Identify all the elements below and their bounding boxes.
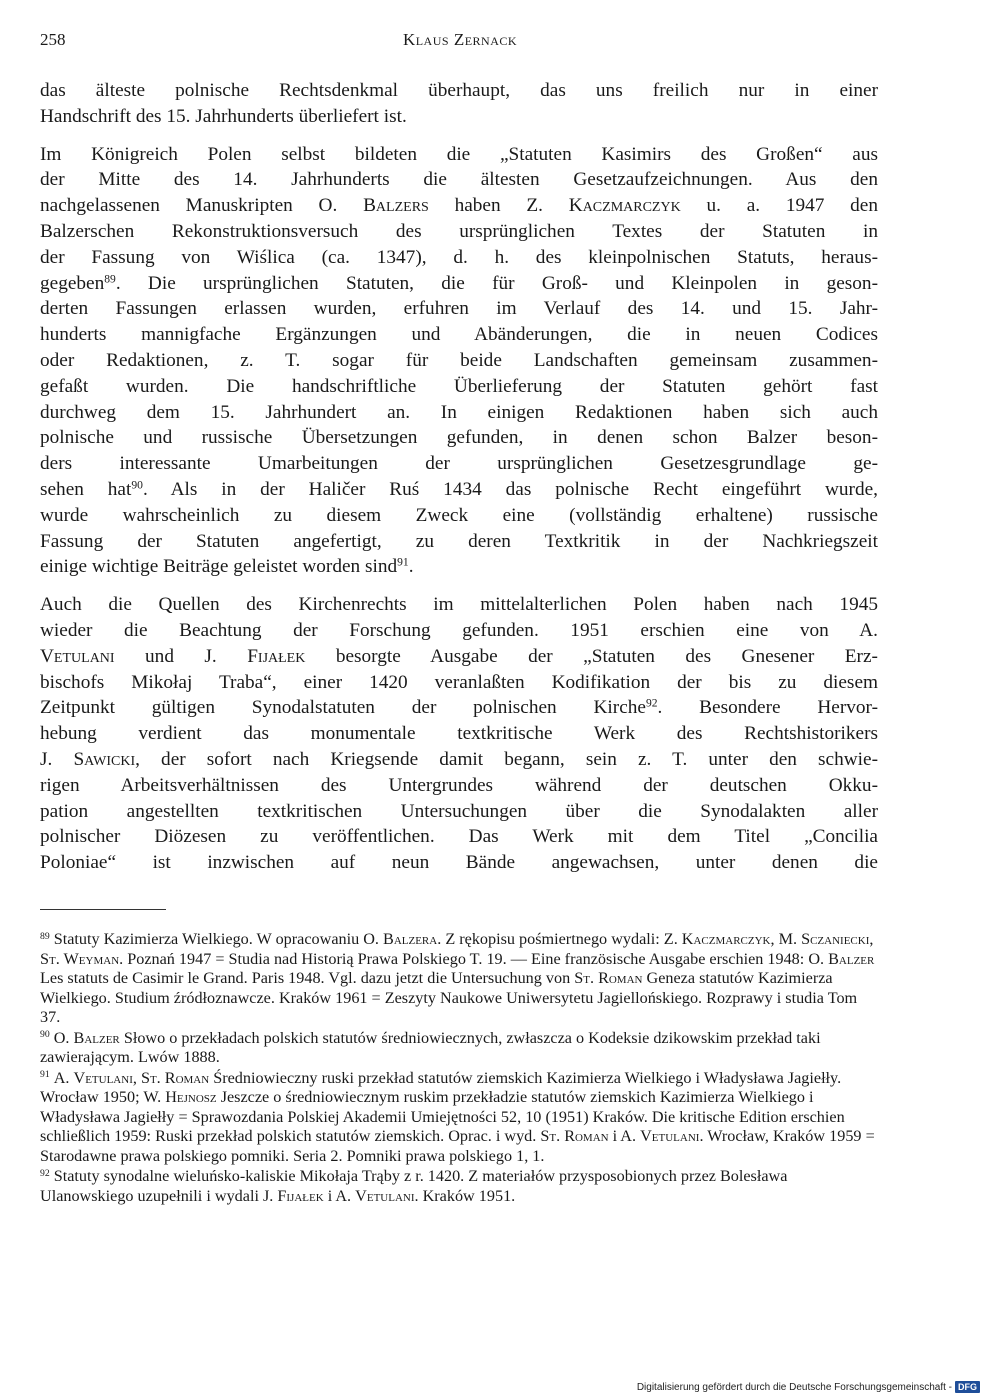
text-line: gegeben$^{89}$. Die ursprünglichen Statuten, die für Groß- und Kleinpolen in geson- — [40, 272, 878, 294]
page-header — [40, 30, 880, 54]
footnote-ref: 90 — [131, 478, 143, 492]
text-line: ders interessante Umarbeitungen der ursprünglichen Gesetzesgrundlage ge- — [40, 453, 878, 475]
footnote-89: $^{89}$ Statuty Kazimierza Wielkiego. W opracowaniu O. Balzera. Z rękopisu pośmiertnego wydali: Z. Kaczmarczyk, M. Sczaniecki, St. Weyman. Poznań 1947 = Studia nad Historią Prawa Polskiego T. 19. — Eine französische Ausgabe erschien 1948: O. Balzer Les statuts de Casimir le Grand. Paris 1948. Vgl. dazu jetzt die Untersuchung von St. Roman Geneza statutów Kazimierza Wielkiego. Studium źródłoznawcze. Kraków 1961 = Zeszyty Naukowe Uniwersytetu Jagiellońskiego. Rozprawy i studia Tom 37. — [40, 930, 875, 1026]
text-line: J. Sawicki, der sofort nach Kriegsende damit begann, sein z. T. unter den schwie- — [40, 748, 878, 770]
author-name: Balzers — [363, 195, 429, 217]
paragraph-2 — [40, 142, 878, 581]
text-line: hebung verdient das monumentale textkritische Werk des Rechtshistorikers — [40, 723, 878, 745]
text-line: einige wichtige Beiträge geleistet worden sind$^{91}$. — [40, 555, 414, 578]
footnote-ref: 91 — [397, 555, 409, 569]
text-line: Fassung der Statuten angefertigt, zu deren Textkritik in der Nachkriegszeit — [40, 530, 878, 552]
author-name: Vetulani — [40, 645, 115, 667]
text-line: sehen hat$^{90}$. Als in der Haličer Ruś 1434 das polnische Recht eingeführt wurde, — [40, 478, 879, 500]
text-line: der Mitte des 14. Jahrhunderts die ältesten Gesetzaufzeichnungen. Aus den — [40, 169, 878, 191]
text-line: derten Fassungen erlassen wurden, erfuhren im Verlauf des 14. und 15. Jahr- — [40, 298, 878, 320]
footnote-divider — [40, 909, 166, 910]
paragraph-1 — [40, 78, 878, 130]
digitization-footer — [637, 1380, 980, 1394]
dfg-logo: DFG — [955, 1381, 980, 1393]
text-line: Handschrift des 15. Jahrhunderts überliefert ist. — [40, 105, 407, 127]
footnote-92: $^{92}$ Statuty synodalne wieluńsko-kaliskie Mikołaja Trąby z r. 1420. Z materiałów przysposobionych przez Bolesława Ulanowskiego uzupełnili i wydali J. Fijałek i A. Vetulani. Kraków 1951. — [40, 1167, 788, 1205]
running-title: Klaus Zernack — [402, 30, 518, 49]
body-text — [40, 78, 878, 888]
text-line: der Fassung von Wiślica (ca. 1347), d. h. des kleinpolnischen Statuts, heraus- — [40, 246, 878, 268]
author-name: Fijałek — [247, 645, 306, 667]
text-line: bischofs Mikołaj Traba“, einer 1420 veranlaßten Kodifikation der bis zu diesem — [40, 671, 878, 693]
text-line: polnischer Diözesen zu veröffentlichen. Das Werk mit dem Titel „Concilia — [40, 826, 878, 848]
text-line: gefaßt wurden. Die handschriftliche Überlieferung der Statuten gehört fast — [40, 375, 878, 397]
text-line: wurde wahrscheinlich zu diesem Zweck eine (vollständig erhaltene) russische — [40, 504, 878, 526]
text-line: nachgelassenen Manuskripten O. Balzers haben Z. Kaczmarczyk u. a. 1947 den — [40, 195, 878, 217]
text-line: das älteste polnische Rechtsdenkmal überhaupt, das uns freilich nur in einer — [40, 80, 878, 101]
footnote-91: $^{91}$ A. Vetulani, St. Roman Średniowieczny ruski przekład statutów ziemskich Kazimierza Wielkiego i Władysława Jagiełły. Wrocław 1950; W. Hejnosz Jeszcze o średniowiecznym ruskim przekładzie statutów ziemskich Kazimierza Wielkiego i Władysława Jagiełły = Sprawozdania Polskiej Akademii Umiejętności 52, 10 (1951) Kraków. Die kritische Edition erschien schließlich 1959: Ruski przekład polskich statutów ziemskich. Oprac. i wyd. St. Roman i A. Vetulani. Wrocław, Kraków 1959 = Starodawne prawa polskiego pomniki. Seria 2. Pomniki prawa polskiego 1, 1. — [40, 1068, 875, 1165]
footnote-number: 90 — [40, 1029, 50, 1041]
text-line: rigen Arbeitsverhältnissen des Untergrundes während der deutschen Okku- — [40, 774, 878, 796]
text-line: pation angestellten textkritischen Untersuchungen über die Synodalakten aller — [40, 800, 878, 822]
text-line: polnische und russische Übersetzungen gefunden, in denen schon Balzer beson- — [40, 427, 878, 449]
footer-text: Digitalisierung gefördert durch die Deutsche Forschungsgemeinschaft - — [636, 1381, 952, 1393]
author-name: Sawicki — [73, 748, 136, 770]
footnotes — [40, 930, 878, 1207]
text-line: wieder die Beachtung der Forschung gefunden. 1951 erschien eine von A. — [40, 619, 878, 641]
footnote-90: $^{90}$ O. Balzer Słowo o przekładach polskich statutów średniowiecznych, zwłaszcza o Kodeksie dzikowskim przekład taki zawierającym. Lwów 1888. — [40, 1028, 821, 1066]
footnote-number: 91 — [40, 1069, 50, 1081]
text-line: hunderts mannigfache Ergänzungen und Abänderungen, die in neuen Codices — [40, 324, 878, 346]
footnote-number: 89 — [40, 930, 50, 942]
text-line: oder Redaktionen, z. T. sogar für beide Landschaften gemeinsam zusammen- — [40, 349, 878, 371]
text-line: Auch die Quellen des Kirchenrechts im mittelalterlichen Polen haben nach 1945 — [40, 594, 878, 616]
text-line: Poloniae“ ist inzwischen auf neun Bände angewachsen, unter denen die — [40, 852, 878, 874]
text-line: durchweg dem 15. Jahrhundert an. In einigen Redaktionen haben sich auch — [40, 401, 878, 423]
footnote-number: 92 — [40, 1167, 50, 1179]
text-line: Balzerschen Rekonstruktionsversuch des ursprünglichen Textes der Statuten in — [40, 220, 878, 242]
text-line: Im Königreich Polen selbst bildeten die „Statuten Kasimirs des Großen“ aus — [40, 143, 878, 165]
author-name: Kaczmarczyk — [568, 195, 681, 217]
footnote-ref: 92 — [645, 696, 658, 710]
page-number: 258 — [40, 30, 66, 49]
text-line: Zeitpunkt gültigen Synodalstatuten der polnischen Kirche$^{92}$. Besondere Hervor- — [40, 696, 878, 719]
footnote-ref: 89 — [104, 272, 116, 286]
paragraph-3 — [40, 592, 878, 876]
text-line: Vetulani und J. Fijałek besorgte Ausgabe der „Statuten des Gnesener Erz- — [40, 645, 878, 667]
